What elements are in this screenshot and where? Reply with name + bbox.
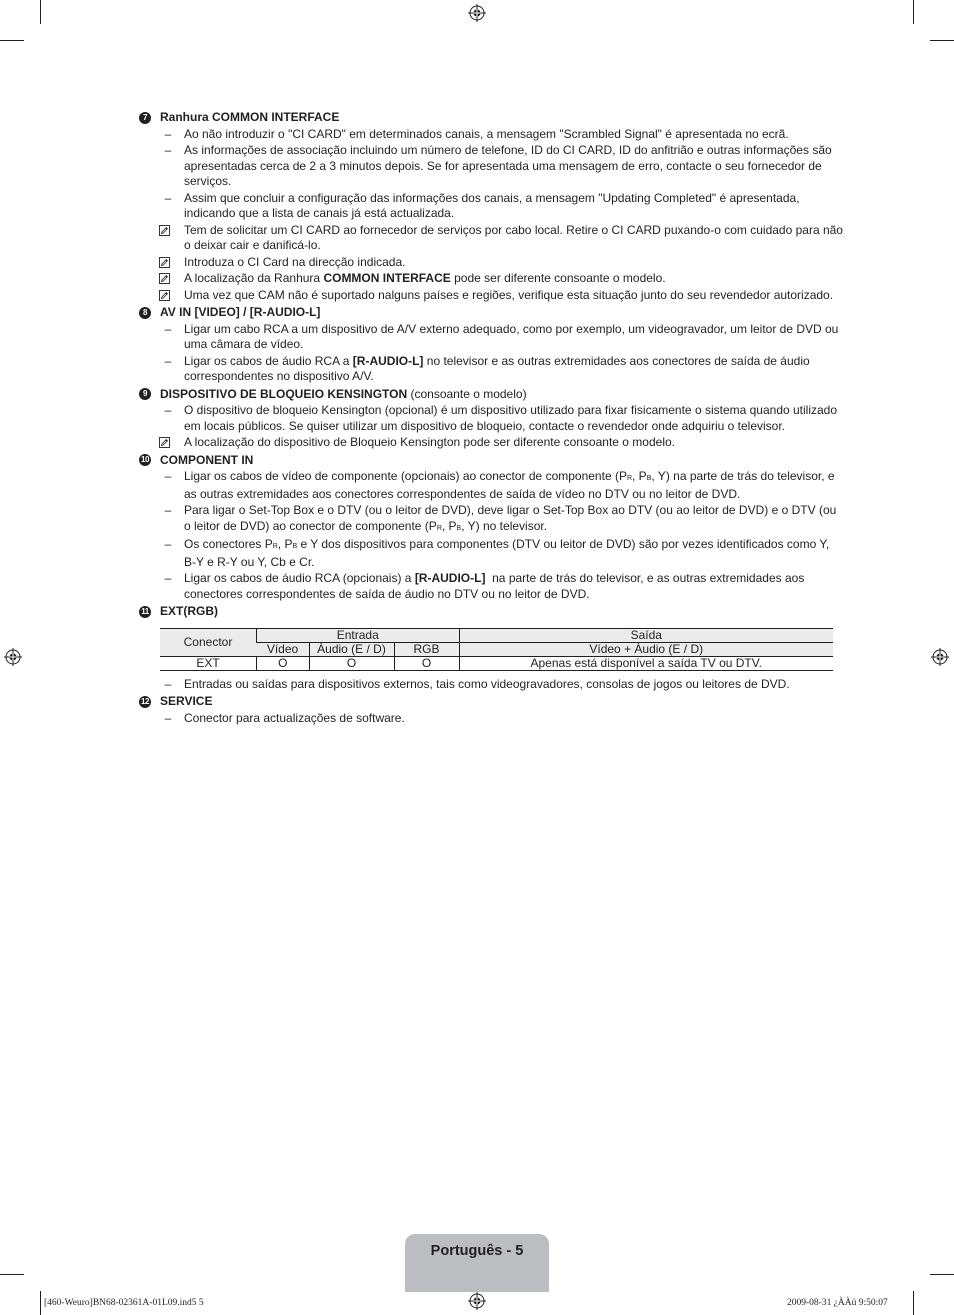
body-text: Ligar os cabos de áudio RCA (opcionais) a — [184, 571, 415, 585]
section-heading — [139, 387, 843, 403]
ext-rgb-table — [160, 628, 833, 671]
page-number-label: Português - 5 — [430, 1243, 524, 1259]
body-text: Conector para actualizações de software. — [184, 710, 405, 725]
dash-marker: – — [164, 503, 172, 517]
note-pencil-icon — [159, 225, 170, 236]
body-text: As informações de associação incluindo um número de telefone, ID do CI CARD, ID do anfitrião e outras informações são apresentadas cerca de 2 a 3 minutos depois. Se for apresentada uma mensagem de erro, contacte o seu fornecedor de serviços. — [184, 143, 836, 188]
body-text: Os conectores P — [184, 537, 273, 551]
dash-marker: – — [164, 126, 172, 141]
section-title: AV IN [VIDEO] / [R-AUDIO-L] — [160, 305, 321, 319]
list-item — [139, 711, 843, 727]
section-7 — [139, 110, 847, 303]
table-header-cell: Entrada — [257, 628, 460, 642]
dash-marker: – — [164, 469, 172, 483]
dash-marker: – — [164, 710, 172, 725]
section-title: COMPONENT IN — [160, 452, 254, 467]
section-9 — [139, 387, 843, 451]
section-number-badge: 12 — [139, 696, 151, 708]
body-text: Ao não introduzir o "CI CARD" em determinados canais, a mensagem "Scrambled Signal" é apresentada no ecrã. — [184, 126, 789, 141]
section-11 — [139, 604, 843, 692]
note-pencil-icon — [159, 257, 170, 268]
body-text: Tem de solicitar um CI CARD ao fornecedor de serviços por cabo local. Retire o CI CARD puxando-o com cuidado para não o deixar cair e danificá-lo. — [184, 222, 847, 252]
dash-marker: – — [164, 353, 172, 368]
table-cell: O — [394, 656, 459, 670]
note-item — [139, 435, 843, 451]
list-item — [139, 127, 843, 143]
table-header-cell: Áudio (E / D) — [309, 642, 394, 656]
subscript-text: R — [436, 524, 442, 532]
dash-marker: – — [164, 676, 172, 691]
body-text: , P — [277, 537, 293, 551]
section-8 — [139, 305, 843, 385]
body-text: , P — [441, 518, 457, 533]
table-row — [160, 656, 833, 670]
body-text: e Y dos dispositivos para componentes (DTV ou leitor de DVD) são por vezes identificados como Y, B-Y e R-Y ou Y, Cb e Cr. — [184, 537, 833, 569]
section-number-badge: 11 — [139, 606, 151, 618]
body-text: , Y) na parte de trás do televisor, e as outras extremidades aos conectores correspondentes de saída de vídeo no DTV ou no leitor de DVD. — [184, 469, 838, 501]
body-text: Ligar os cabos de vídeo de componente (opcionais) ao conector de componente (P — [184, 469, 627, 483]
body-text: no televisor e as outras extremidades aos conectores de saída de áudio correspondentes no dispositivo A/V. — [184, 353, 814, 383]
dash-marker: – — [164, 537, 172, 551]
section-heading — [139, 305, 843, 321]
bold-text: [R-AUDIO-L] — [414, 571, 486, 585]
table-cell: EXT — [160, 656, 257, 670]
crop-mark — [0, 1274, 24, 1275]
registration-mark-icon — [4, 648, 22, 666]
list-item — [139, 354, 843, 385]
body-text: Para ligar o Set-Top Box e o DTV (ou o leitor de DVD), deve ligar o Set-Top Box ao DTV (ou ao leitor de DVD) e o DTV (ou o leitor de DVD) ao conector de componente (P — [184, 503, 840, 533]
body-text: Ligar um cabo RCA a um dispositivo de A/V externo adequado, como por exemplo, um videogravador, um leitor de DVD ou uma câmara de vídeo. — [184, 321, 842, 351]
section-title: EXT(RGB) — [160, 604, 218, 618]
crop-mark — [930, 1274, 954, 1275]
subscript-text: R — [272, 543, 278, 550]
print-slug-date: 2009-08-31 ¿ÀÀü 9:50:07 — [787, 1298, 888, 1308]
section-number-badge: 7 — [139, 112, 151, 124]
subscript-text: R — [626, 475, 633, 482]
dash-marker: – — [164, 571, 172, 585]
table-header-cell: Vídeo + Áudio (E / D) — [459, 642, 833, 656]
note-pencil-icon — [159, 290, 170, 301]
section-number-badge: 9 — [139, 388, 151, 400]
crop-mark — [913, 1291, 914, 1315]
section-heading — [139, 694, 843, 710]
list-item — [139, 469, 843, 502]
table-header-cell: Conector — [160, 628, 257, 656]
body-text: Entradas ou saídas para dispositivos externos, tais como videogravadores, consolas de jogos ou leitores de DVD. — [184, 676, 790, 691]
list-item — [139, 322, 843, 353]
dash-marker: – — [164, 190, 172, 205]
body-text: , Y) no televisor. — [461, 518, 548, 533]
bold-text: COMMON INTERFACE — [323, 271, 451, 285]
subscript-text: B — [646, 475, 652, 482]
dash-marker: – — [164, 403, 172, 417]
list-item — [139, 571, 843, 602]
crop-mark — [930, 40, 954, 41]
crop-mark — [40, 0, 41, 24]
crop-mark — [0, 40, 24, 41]
section-heading — [139, 453, 843, 469]
note-pencil-icon — [159, 273, 170, 284]
body-text: A localização do dispositivo de Bloqueio Kensington pode ser diferente consoante o modelo. — [184, 435, 675, 449]
body-text: , P — [632, 469, 647, 483]
registration-mark-icon — [931, 648, 949, 666]
table-header-cell: Vídeo — [257, 642, 310, 656]
note-item — [139, 255, 843, 271]
section-title: Ranhura COMMON INTERFACE — [160, 110, 340, 124]
list-item — [139, 677, 843, 693]
table-cell: O — [257, 656, 310, 670]
body-text: Introduza o CI Card na direcção indicada. — [184, 254, 406, 269]
body-text: Ligar os cabos de áudio RCA a — [184, 353, 353, 368]
bold-text: [R-AUDIO-L] — [352, 353, 424, 368]
section-subtitle: (consoante o modelo) — [407, 386, 527, 401]
body-text: na parte de trás do televisor, e as outras extremidades aos conectores correspondentes de saída de áudio no DTV ou no leitor de DVD. — [184, 571, 808, 601]
table-header-row — [160, 628, 833, 642]
table-cell: O — [309, 656, 394, 670]
table-header-cell: Saída — [459, 628, 833, 642]
document-body — [139, 110, 847, 728]
table-header-row — [160, 642, 833, 656]
section-12 — [139, 694, 843, 726]
table-header-cell: RGB — [394, 642, 459, 656]
note-item — [139, 222, 847, 254]
dash-marker: – — [164, 143, 172, 157]
body-text: O dispositivo de bloqueio Kensington (opcional) é um dispositivo utilizado para fixar fisicamente o sistema quando utilizado em locais públicos. Se quiser utilizar um dispositivo de bloqueio, contacte o revendedor onde adquiriu o televisor. — [184, 403, 841, 433]
section-title: SERVICE — [160, 694, 213, 708]
body-text: Uma vez que CAM não é suportado nalguns países e regiões, verifique esta situação junto do seu revendedor autorizado. — [184, 287, 834, 302]
subscript-text: B — [292, 543, 298, 550]
body-text: Assim que concluir a configuração das informações dos canais, a mensagem "Updating Completed" é apresentada, indicando que a lista de canais já está actualizada. — [184, 190, 803, 220]
list-item — [139, 537, 843, 570]
list-item — [139, 191, 843, 222]
list-item — [139, 403, 843, 434]
note-item — [139, 288, 843, 304]
list-item — [139, 143, 843, 190]
crop-mark — [40, 1291, 41, 1315]
note-item — [139, 271, 843, 287]
note-pencil-icon — [159, 437, 170, 448]
body-text: A localização da Ranhura — [184, 271, 324, 285]
subscript-text: B — [456, 524, 462, 532]
crop-mark — [913, 0, 914, 24]
registration-mark-icon — [468, 4, 486, 22]
section-title: DISPOSITIVO DE BLOQUEIO KENSINGTON — [160, 386, 408, 401]
section-heading — [139, 604, 843, 620]
registration-mark-icon — [468, 1292, 486, 1310]
dash-marker: – — [164, 321, 172, 336]
list-item — [139, 503, 843, 536]
section-10 — [139, 453, 843, 603]
section-heading — [139, 110, 843, 126]
print-slug-file: [460-Weuro]BN68-02361A-01L09.ind5 5 — [44, 1298, 204, 1308]
body-text: pode ser diferente consoante o modelo. — [450, 271, 666, 285]
table-cell: Apenas está disponível a saída TV ou DTV. — [459, 656, 833, 670]
section-number-badge: 8 — [139, 307, 151, 319]
section-number-badge: 10 — [139, 454, 151, 466]
